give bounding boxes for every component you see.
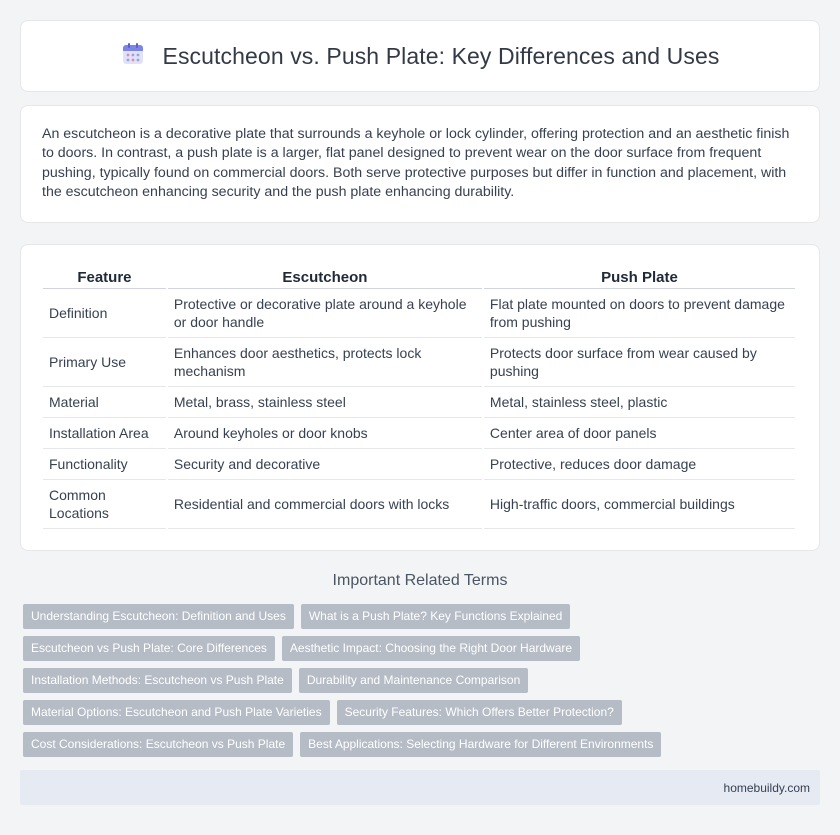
related-term-tag[interactable]: Escutcheon vs Push Plate: Core Differences	[23, 636, 275, 661]
calendar-icon	[121, 42, 145, 71]
table-header-row	[43, 262, 795, 289]
row-push-plate: Center area of door panels	[484, 418, 795, 449]
related-term-tag[interactable]: Best Applications: Selecting Hardware for Different Environments	[300, 732, 661, 757]
header	[121, 42, 720, 71]
table-row	[43, 449, 795, 480]
related-term-tag[interactable]: What is a Push Plate? Key Functions Explained	[301, 604, 570, 629]
header-card	[20, 20, 820, 92]
row-push-plate: Metal, stainless steel, plastic	[484, 387, 795, 418]
related-term-tag[interactable]: Installation Methods: Escutcheon vs Push Plate	[23, 668, 292, 693]
row-feature: Primary Use	[43, 338, 166, 387]
comparison-table	[41, 262, 797, 529]
row-escutcheon: Security and decorative	[168, 449, 482, 480]
table-row	[43, 387, 795, 418]
related-term-tag[interactable]: Security Features: Which Offers Better Protection?	[337, 700, 622, 725]
footer	[20, 770, 820, 805]
row-feature: Functionality	[43, 449, 166, 480]
row-escutcheon: Enhances door aesthetics, protects lock mechanism	[168, 338, 482, 387]
row-escutcheon: Protective or decorative plate around a keyhole or door handle	[168, 289, 482, 338]
row-escutcheon: Around keyholes or door knobs	[168, 418, 482, 449]
row-escutcheon: Residential and commercial doors with locks	[168, 480, 482, 529]
page-title: Escutcheon vs. Push Plate: Key Differences and Uses	[162, 42, 720, 69]
header-feature: Feature	[43, 262, 166, 289]
row-escutcheon: Metal, brass, stainless steel	[168, 387, 482, 418]
row-push-plate: Protects door surface from wear caused by pushing	[484, 338, 795, 387]
row-feature: Definition	[43, 289, 166, 338]
table-row	[43, 338, 795, 387]
footer-site-link[interactable]: homebuildy.com	[723, 780, 810, 795]
intro-card	[20, 105, 820, 223]
related-term-tag[interactable]: Cost Considerations: Escutcheon vs Push Plate	[23, 732, 293, 757]
related-term-tag[interactable]: Aesthetic Impact: Choosing the Right Door Hardware	[282, 636, 580, 661]
related-terms-title: Important Related Terms	[332, 572, 508, 589]
related-term-tag[interactable]: Understanding Escutcheon: Definition and Uses	[23, 604, 294, 629]
related-term-tag[interactable]: Durability and Maintenance Comparison	[299, 668, 528, 693]
table-row	[43, 418, 795, 449]
related-terms-list	[23, 604, 823, 757]
row-push-plate: Flat plate mounted on doors to prevent damage from pushing	[484, 289, 795, 338]
row-feature: Common Locations	[43, 480, 166, 529]
table-row	[43, 289, 795, 338]
table-row	[43, 480, 795, 529]
header-push-plate: Push Plate	[484, 262, 795, 289]
row-feature: Installation Area	[43, 418, 166, 449]
related-term-tag[interactable]: Material Options: Escutcheon and Push Plate Varieties	[23, 700, 330, 725]
row-push-plate: High-traffic doors, commercial buildings	[484, 480, 795, 529]
row-push-plate: Protective, reduces door damage	[484, 449, 795, 480]
comparison-table-card	[20, 244, 820, 551]
intro-paragraph: An escutcheon is a decorative plate that surrounds a keyhole or lock cylinder, offering protection and an aesthetic finish to doors. In contrast, a push plate is a larger, flat panel designed to prevent wear on the door surface from frequent pushing, typically found on commercial doors. Both serve protective purposes but differ in function and placement, with the escutcheon enhancing security and the push plate enhancing durability.	[42, 126, 790, 201]
header-escutcheon: Escutcheon	[168, 262, 482, 289]
row-feature: Material	[43, 387, 166, 418]
